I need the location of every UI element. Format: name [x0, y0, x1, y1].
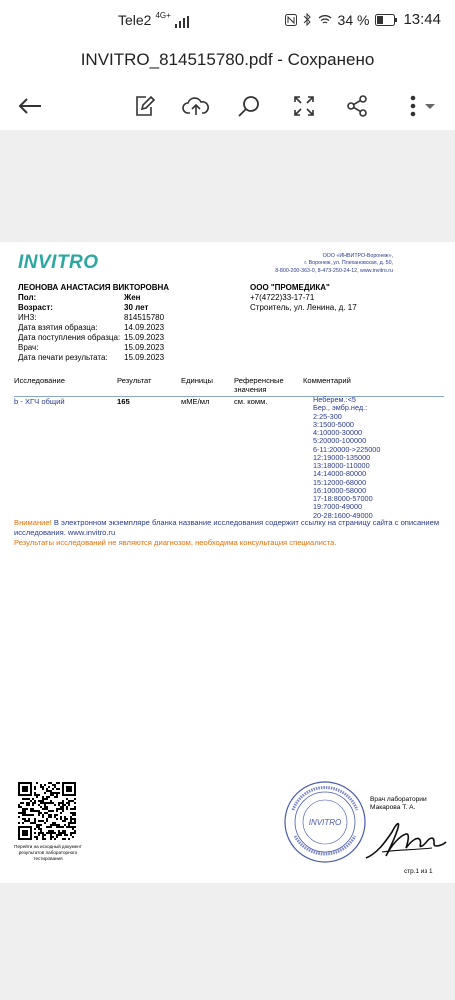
- site-link[interactable]: www.invitro.ru: [67, 528, 116, 537]
- comment-line: Неберем.:<5: [313, 395, 356, 404]
- sex-label: Пол:: [18, 293, 37, 302]
- reference-value: см. комм.: [234, 397, 268, 406]
- bluetooth-icon: [303, 13, 312, 26]
- patient-name: ЛЕОНОВА АНАСТАСИЯ ВИКТОРОВНА: [18, 283, 170, 292]
- receipt-date-row: [18, 333, 238, 343]
- lab-stamp-seal: [283, 780, 367, 864]
- inz-row: [18, 313, 238, 323]
- print-date-value: 15.09.2023: [124, 353, 165, 362]
- receipt-date-value: 15.09.2023: [124, 333, 165, 342]
- comment-line: 4:10000-30000: [313, 428, 363, 437]
- annotate-icon: [132, 94, 156, 118]
- wifi-icon: [318, 14, 332, 25]
- qr-code[interactable]: [18, 782, 76, 840]
- test-name-link[interactable]: b - ХГЧ общий: [14, 397, 65, 406]
- org-address: Строитель, ул. Ленина, д. 17: [250, 303, 357, 312]
- sex-value: Жен: [124, 293, 141, 302]
- warning-body: В электронном экземпляре бланка название исследования содержит ссылку на страницу сайта с описанием исследования.: [14, 518, 440, 537]
- battery-icon: [375, 14, 397, 26]
- doctor-name: Макарова Т. А.: [370, 804, 416, 811]
- back-arrow-icon: [17, 96, 43, 116]
- document-title: INVITRO_814515780.pdf - Сохранено: [80, 50, 375, 69]
- header-reference-line2: значения: [234, 385, 267, 394]
- doctor-row: [18, 343, 238, 353]
- back-button[interactable]: [14, 90, 46, 122]
- doctor-signature: [362, 814, 448, 866]
- status-left: [118, 12, 189, 28]
- lab-contacts: 8-800-200-363-0, 8-473-250-24-12, www.invitro.ru: [275, 267, 393, 274]
- comment-line: 14:14000-80000: [313, 469, 367, 479]
- pdf-page: [0, 242, 455, 883]
- fullscreen-icon: [292, 94, 316, 118]
- comment-line: 5:20000-100000: [313, 436, 367, 446]
- header-result: Результат: [117, 376, 152, 385]
- comment-line: 15:12000-68000: [313, 477, 367, 487]
- search-icon: [237, 94, 261, 118]
- stamp-text: INVITRO: [308, 818, 342, 827]
- notice-block: [14, 518, 442, 548]
- patient-age-row: [18, 303, 238, 313]
- doctor-label: Врач:: [18, 343, 39, 352]
- sample-date-row: [18, 323, 238, 333]
- warning-text: [14, 518, 442, 538]
- receipt-date-label: Дата поступления образца:: [18, 333, 121, 342]
- units-value: мМЕ/мл: [181, 397, 210, 406]
- clock: 13:44: [403, 11, 441, 28]
- battery-percent: 34 %: [337, 11, 370, 28]
- disclaimer-text: Результаты исследований не являются диагнозом, необходима консультация специалиста.: [14, 538, 337, 547]
- more-button[interactable]: [400, 90, 440, 122]
- comment-line: 20-28:1600-49000: [313, 510, 373, 520]
- carrier-label: Tele2: [118, 12, 152, 28]
- header-reference-line1: Референсные: [234, 376, 284, 385]
- header-units: Единицы: [181, 376, 213, 385]
- signal-icon: [175, 16, 189, 28]
- comment-line: Бер., эмбр.нед.:: [313, 403, 368, 413]
- network-type: 4G+: [155, 11, 171, 20]
- print-date-row: [18, 353, 238, 363]
- patient-sex-row: [18, 293, 238, 303]
- page-number: стр.1 из 1: [404, 868, 433, 875]
- annotate-button[interactable]: [128, 90, 160, 122]
- more-icon: [403, 94, 437, 118]
- app-header: [0, 40, 455, 130]
- comment-line: 12:19000-135000: [313, 452, 371, 462]
- nfc-icon: [285, 14, 297, 26]
- result-value: 165: [117, 397, 130, 406]
- invitro-logo: INVITRO: [18, 252, 99, 273]
- upload-icon: [182, 95, 210, 117]
- status-bar: [0, 0, 455, 40]
- sample-date-label: Дата взятия образца:: [18, 323, 98, 332]
- inz-label: ИНЗ:: [18, 313, 37, 322]
- status-right: [285, 11, 441, 28]
- results-table-header: [14, 376, 444, 397]
- comment-line: 19:7000-49000: [313, 502, 363, 512]
- fullscreen-button[interactable]: [288, 90, 320, 122]
- sample-date-value: 14.09.2023: [124, 323, 165, 332]
- inz-value: 814515780: [124, 313, 165, 322]
- comment-line: 16:10000-58000: [313, 485, 367, 495]
- share-button[interactable]: [341, 90, 373, 122]
- header-reference: [234, 376, 284, 394]
- org-phone: +7(4722)33-17-71: [250, 293, 315, 302]
- header-comment: Комментарий: [303, 376, 351, 385]
- age-label: Возраст:: [18, 303, 53, 312]
- qr-caption: Перейти на исходный документ результатов лабораторного тестирования: [14, 844, 82, 861]
- header-test: Исследование: [14, 376, 66, 385]
- reference-comment: [313, 396, 380, 520]
- upload-button[interactable]: [180, 90, 212, 122]
- share-icon: [345, 94, 369, 118]
- age-value: 30 лет: [124, 303, 149, 312]
- doctor-title: Врач лаборатории: [370, 796, 427, 803]
- lab-info: [275, 253, 393, 275]
- doctor-value: 15.09.2023: [124, 343, 165, 352]
- comment-line: 3:1500-5000: [313, 419, 354, 429]
- comment-line: 6-11:20000->225000: [313, 444, 381, 454]
- lab-address: г. Воронеж, ул. Плехановская, д. 50,: [304, 260, 393, 267]
- organization-info: [250, 283, 440, 313]
- search-button[interactable]: [233, 90, 265, 122]
- patient-info: [18, 283, 238, 363]
- org-name: ООО "ПРОМЕДИКА": [250, 283, 330, 292]
- print-date-label: Дата печати результата:: [18, 353, 108, 362]
- doctor-block: [370, 796, 427, 812]
- comment-line: 2:25-300: [313, 411, 342, 421]
- comment-line: 13:18000-110000: [313, 461, 370, 470]
- lab-name: ООО «ИНВИТРО-Воронеж»,: [322, 253, 393, 259]
- toolbar: [0, 90, 455, 126]
- comment-line: 17-18:8000-57000: [313, 494, 373, 503]
- warning-label: Внимание!: [14, 518, 52, 527]
